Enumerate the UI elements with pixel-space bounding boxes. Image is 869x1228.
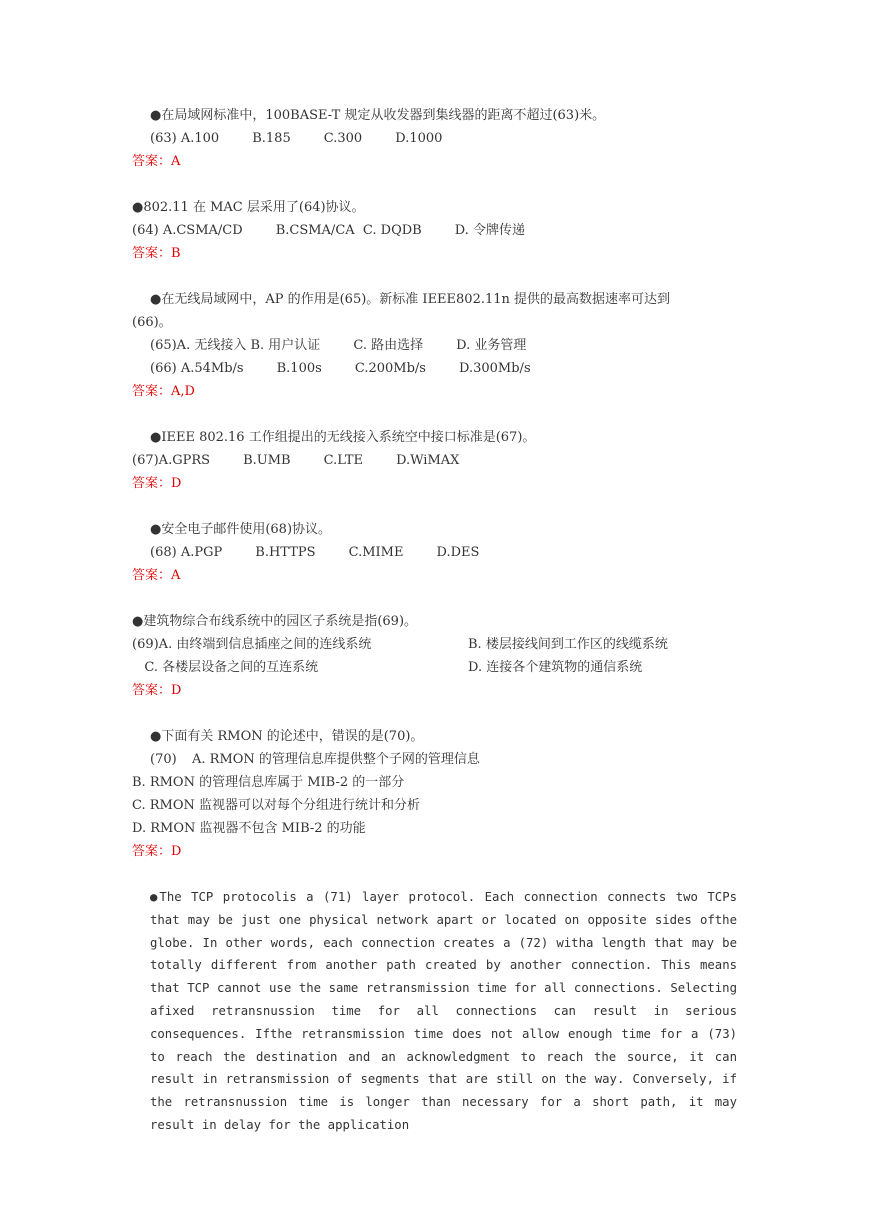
options-63: (63) A.100 B.185 C.300 D.1000 <box>150 131 443 146</box>
option-70-b: B. RMON 的管理信息库属于 MIB-2 的一部分 <box>132 775 405 790</box>
tcp-passage-text: ●The TCP protocolis a (71) layer protocol. Each connection connects two TCPs that may be just one physical network apart or located on opposite sides ofthe globe. In other words, each connection creates a (72) witha length that may be totally different from another path created by another connection. This means that TCP cannot use the same retransmission time for all connections. Selecting afixed retransnussion time for all connections can result in serious consequences. Ifthe retransmission time does not allow enough time for a (73) to reach the destination and an acknowledgment to reach the source, it can result in retransmission of segments that are still on the way. Conversely, if the retransnussion time is longer than necessary for a short path, it may result in delay for the application <box>150 890 737 1132</box>
option-70-a: A. RMON 的管理信息库提供整个子网的管理信息 <box>192 752 480 767</box>
options-66: (66) A.54Mb/s B.100s C.200Mb/s D.300Mb/s <box>150 361 531 376</box>
question-64: ●802.11 在 MAC 层采用了(64)协议。 <box>132 200 365 215</box>
answer-68: 答案：A <box>132 568 181 583</box>
answer-64: 答案：B <box>132 246 181 261</box>
options-67: (67)A.GPRS B.UMB C.LTE D.WiMAX <box>132 453 460 468</box>
answer-70: 答案：D <box>132 844 182 859</box>
tcp-passage <box>132 886 737 1137</box>
question-70-label: (70) <box>150 752 177 767</box>
question-65-cont: (66)。 <box>132 315 172 330</box>
option-70-c: C. RMON 监视器可以对每个分组进行统计和分析 <box>132 798 421 813</box>
option-69-a: (69)A. 由终端到信息插座之间的连线系统 <box>132 637 372 652</box>
question-65: ●在无线局域网中，AP 的作用是(65)。新标准 IEEE802.11n 提供的最高数据速率可达到 <box>150 292 671 307</box>
question-70: ●下面有关 RMON 的论述中，错误的是(70)。 <box>150 729 424 744</box>
question-68: ●安全电子邮件使用(68)协议。 <box>150 522 332 537</box>
question-67: ●IEEE 802.16 工作组提出的无线接入系统空中接口标准是(67)。 <box>150 430 536 445</box>
options-65: (65)A. 无线接入 B. 用户认证 C. 路由选择 D. 业务管理 <box>150 338 527 353</box>
option-70-d: D. RMON 监视器不包含 MIB-2 的功能 <box>132 821 366 836</box>
options-64: (64) A.CSMA/CD B.CSMA/CA C. DQDB D. 令牌传递 <box>132 223 526 238</box>
options-68: (68) A.PGP B.HTTPS C.MIME D.DES <box>150 545 480 560</box>
answer-65-66: 答案：A,D <box>132 384 195 399</box>
option-69-c: C. 各楼层设备之间的互连系统 <box>132 660 319 675</box>
question-69: ●建筑物综合布线系统中的园区子系统是指(69)。 <box>132 614 418 629</box>
options-69-row2 <box>132 656 742 679</box>
option-69-b: B. 楼层接线间到工作区的线缆系统 <box>468 637 668 652</box>
answer-63: 答案：A <box>132 154 181 169</box>
answer-67: 答案：D <box>132 476 182 491</box>
document-page <box>132 104 742 1137</box>
answer-69: 答案：D <box>132 683 182 698</box>
options-69-row1 <box>132 633 742 656</box>
option-70-a-row <box>132 748 742 771</box>
option-69-d: D. 连接各个建筑物的通信系统 <box>468 660 643 675</box>
question-63: ●在局域网标准中，100BASE-T 规定从收发器到集线器的距离不超过(63)米。 <box>150 108 606 123</box>
